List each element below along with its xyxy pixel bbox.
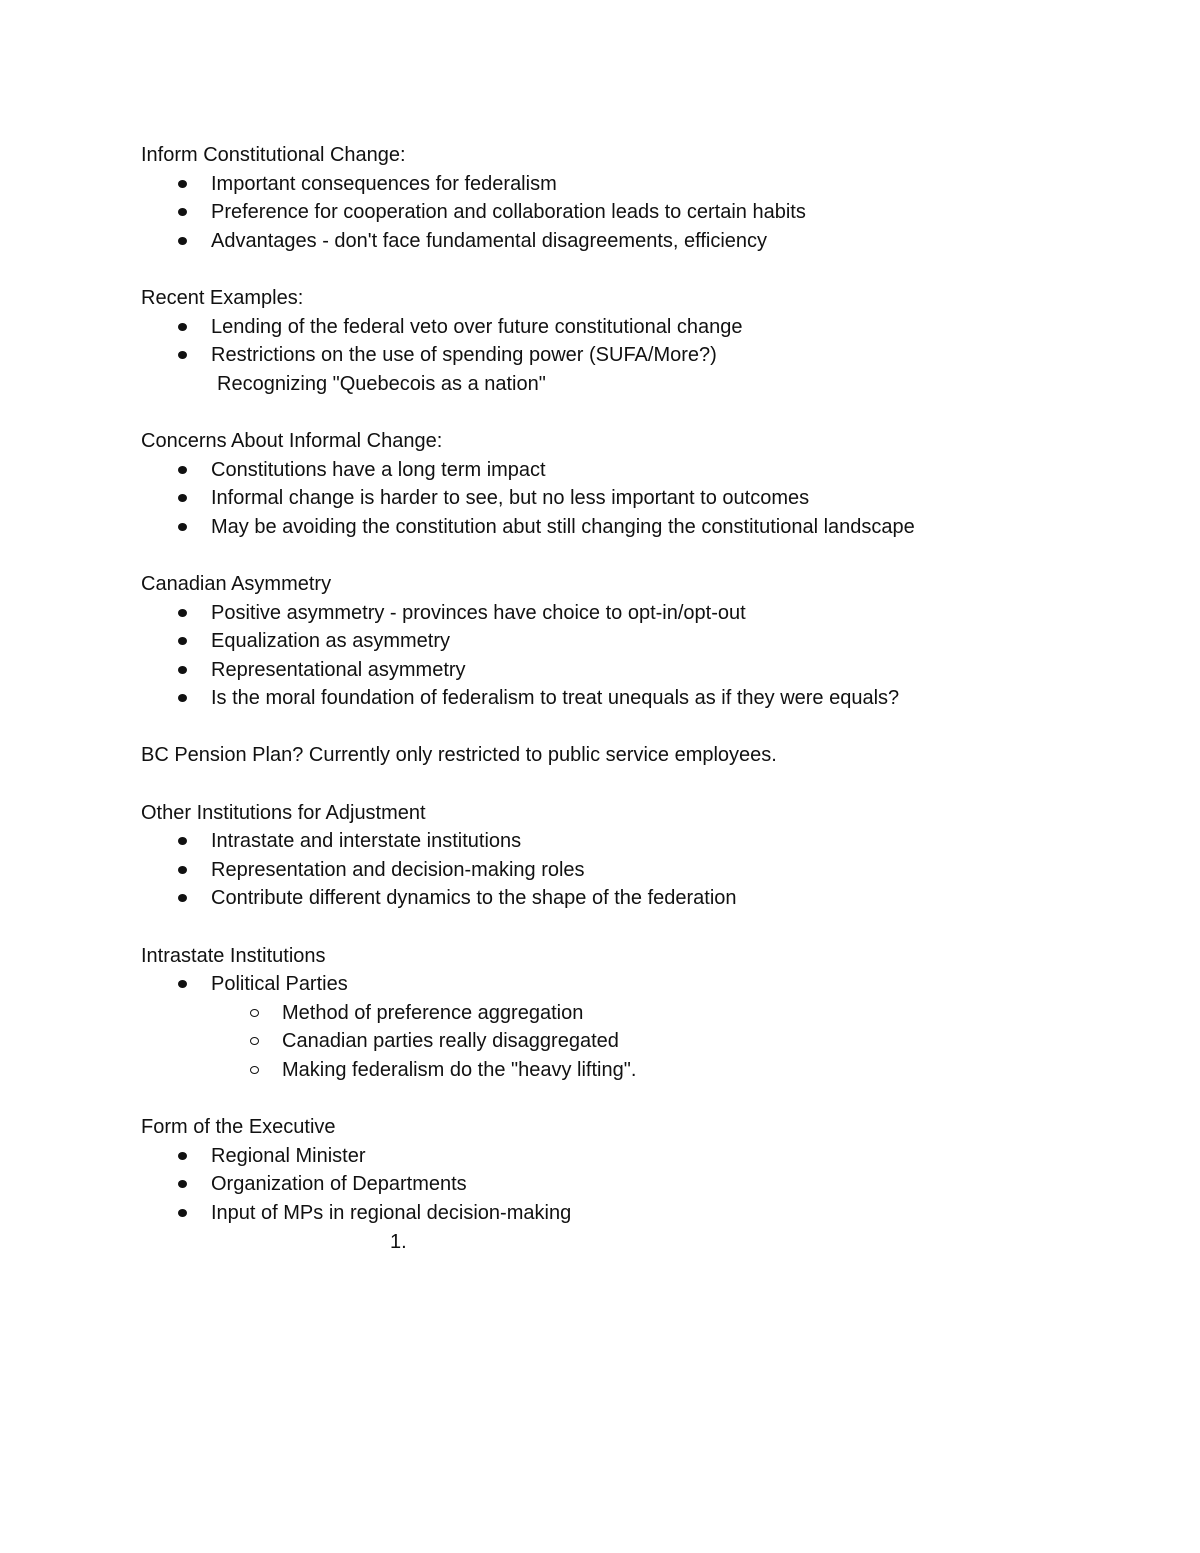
hollow-bullet-icon [250, 1009, 259, 1017]
section-heading: Concerns About Informal Change: [141, 429, 443, 452]
bullet-icon [178, 180, 187, 188]
bullet-list [141, 599, 1141, 713]
section-inform-constitutional-change [141, 141, 1141, 255]
bullet-icon [178, 208, 187, 216]
section-heading: Form of the Executive [141, 1116, 336, 1139]
list-item: Positive asymmetry - provinces have choice to opt-in/opt-out [141, 599, 1141, 628]
bullet-icon [178, 237, 187, 245]
list-item: Contribute different dynamics to the shape of the federation [141, 884, 1141, 913]
list-item: Political Parties [141, 970, 1141, 999]
section-heading: Recent Examples: [141, 286, 304, 309]
bullet-icon [178, 980, 187, 988]
bullet-icon [178, 466, 187, 474]
bullet-icon [178, 494, 187, 502]
list-item: May be avoiding the constitution abut still changing the constitutional landscape [141, 513, 1141, 542]
list-item: Important consequences for federalism [141, 170, 1141, 199]
bullet-list [141, 970, 1141, 1084]
section-heading: Inform Constitutional Change: [141, 144, 406, 166]
list-item: Intrastate and interstate institutions [141, 827, 1141, 856]
section-canadian-asymmetry [141, 570, 1141, 713]
section-form-of-executive [141, 1113, 1141, 1256]
bullet-icon [178, 666, 187, 674]
bullet-icon [178, 894, 187, 902]
list-item: Constitutions have a long term impact [141, 456, 1141, 485]
bullet-icon [178, 323, 187, 331]
bullet-list [141, 313, 1141, 370]
trailing-list-number: 1. [390, 1230, 407, 1253]
section-heading: Other Institutions for Adjustment [141, 801, 426, 824]
list-item: Preference for cooperation and collaboration leads to certain habits [141, 198, 1141, 227]
list-item: Input of MPs in regional decision-making [141, 1199, 1141, 1228]
hollow-bullet-icon [250, 1066, 259, 1074]
section-concerns-informal-change [141, 427, 1141, 541]
list-item: Organization of Departments [141, 1170, 1141, 1199]
list-item: Lending of the federal veto over future constitutional change [141, 313, 1141, 342]
hollow-bullet-icon [250, 1037, 259, 1045]
bullet-icon [178, 694, 187, 702]
bullet-list [141, 827, 1141, 913]
bullet-icon [178, 1180, 187, 1188]
document-body [141, 141, 1141, 1285]
list-item: Representational asymmetry [141, 656, 1141, 685]
sub-list-item: Method of preference aggregation [141, 999, 1141, 1028]
list-item: Representation and decision-making roles [141, 856, 1141, 885]
sub-list-item: Making federalism do the "heavy lifting". [141, 1056, 1141, 1085]
bullet-icon [178, 837, 187, 845]
bullet-list [141, 456, 1141, 542]
bullet-icon [178, 866, 187, 874]
paragraph: BC Pension Plan? Currently only restricted to public service employees. [141, 744, 777, 767]
section-intrastate-institutions [141, 942, 1141, 1085]
section-other-institutions [141, 799, 1141, 913]
bullet-icon [178, 1152, 187, 1160]
list-item: Informal change is harder to see, but no less important to outcomes [141, 484, 1141, 513]
list-item: Restrictions on the use of spending power (SUFA/More?) [141, 341, 1141, 370]
bullet-icon [178, 609, 187, 617]
section-recent-examples [141, 284, 1141, 398]
bullet-icon [178, 1209, 187, 1217]
list-item: Regional Minister [141, 1142, 1141, 1171]
section-bc-pension-plan [141, 741, 1141, 770]
sub-list-item: Canadian parties really disaggregated [141, 1027, 1141, 1056]
bullet-icon [178, 523, 187, 531]
list-item: Equalization as asymmetry [141, 627, 1141, 656]
list-item: Is the moral foundation of federalism to treat unequals as if they were equals? [141, 684, 1141, 713]
bullet-icon [178, 637, 187, 645]
section-heading: Intrastate Institutions [141, 944, 326, 967]
bullet-list [141, 170, 1141, 256]
list-item: Advantages - don't face fundamental disagreements, efficiency [141, 227, 1141, 256]
list-continuation-line: Recognizing "Quebecois as a nation" [217, 372, 546, 395]
bullet-list [141, 1142, 1141, 1228]
bullet-icon [178, 351, 187, 359]
section-heading: Canadian Asymmetry [141, 572, 332, 595]
